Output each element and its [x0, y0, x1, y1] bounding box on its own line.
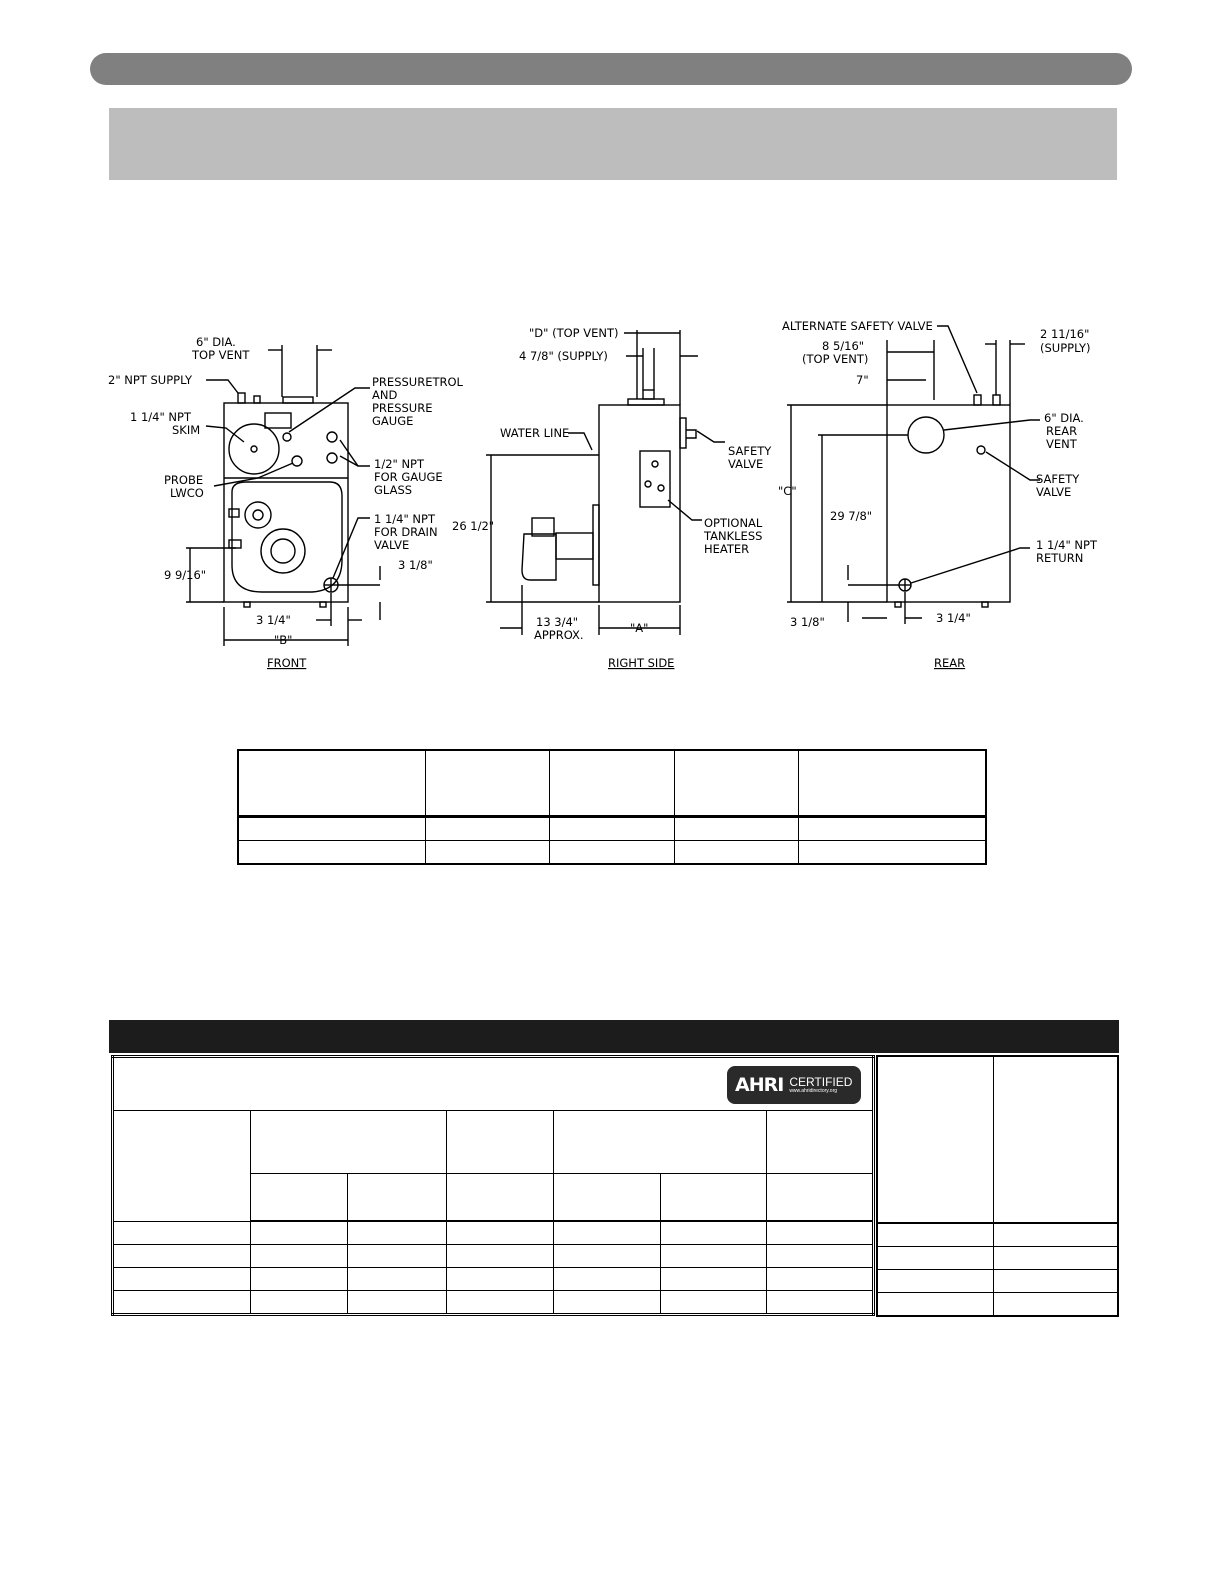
rear-dim-c: "C" [778, 484, 797, 498]
rear-safety-label-2: VALVE [1036, 485, 1072, 499]
table-row [877, 1223, 1118, 1247]
front-top-vent-label-1: 6" DIA. [196, 335, 236, 349]
rear-view-title: REAR [934, 656, 966, 670]
side-view-title: RIGHT SIDE [608, 656, 675, 670]
front-gauge-label-3: GLASS [374, 483, 413, 497]
table-row [113, 1291, 874, 1315]
side-burner-label-2: APPROX. [534, 628, 584, 642]
top-banner-bar [90, 53, 1132, 85]
rear-supply-label-1: 2 11/16" [1040, 327, 1090, 341]
rear-vent-label-3: VENT [1046, 437, 1077, 451]
front-gauge-label-2: FOR GAUGE [374, 470, 443, 484]
rear-alt-safety-label: ALTERNATE SAFETY VALVE [782, 319, 933, 333]
front-dim-right: 3 1/8" [398, 558, 433, 572]
table-row [238, 841, 986, 865]
ahri-certified-logo [727, 1066, 861, 1104]
ahri-mark: AHRI [735, 1074, 784, 1096]
front-pressuretrol-label-3: PRESSURE [372, 401, 433, 415]
side-safety-label-2: VALVE [728, 457, 764, 471]
rear-return-label-2: RETURN [1036, 551, 1084, 565]
front-drain-label-1: 1 1/4" NPT [374, 512, 435, 526]
table-row [877, 1270, 1118, 1293]
front-view-title: FRONT [267, 656, 307, 670]
front-supply-label: 2" NPT SUPPLY [108, 373, 192, 387]
side-tankless-label-1: OPTIONAL [704, 516, 763, 530]
table-row [877, 1247, 1118, 1270]
table-row [113, 1221, 874, 1245]
rear-dim-right: 3 1/4" [936, 611, 971, 625]
rear-safety-label-1: SAFETY [1036, 472, 1080, 486]
table-row [238, 817, 986, 841]
front-top-vent-label-2: TOP VENT [192, 348, 250, 362]
ratings-header-row [113, 1111, 874, 1174]
front-dim-left: 9 9/16" [164, 568, 207, 582]
boiler-dimension-drawings [0, 300, 1225, 690]
front-dim-b: "B" [274, 633, 293, 647]
front-pressuretrol-label-2: AND [372, 388, 398, 402]
right-side-view [486, 330, 725, 635]
dimensions-table [237, 749, 987, 865]
rear-dim-left: 3 1/8" [790, 615, 825, 629]
side-burner-label-1: 13 3/4" [536, 615, 579, 629]
side-water-line-label: WATER LINE [500, 426, 570, 440]
front-probe-label-2: LWCO [170, 486, 204, 500]
rear-supply-label-2: (SUPPLY) [1040, 341, 1091, 355]
rear-view [787, 326, 1040, 624]
side-tankless-label-3: HEATER [704, 542, 750, 556]
rear-height-label: 29 7/8" [830, 509, 873, 523]
side-height-label: 26 1/2" [452, 519, 495, 533]
front-pressuretrol-label-1: PRESSURETROL [372, 375, 463, 389]
side-d-top-vent-label: "D" (TOP VENT) [529, 326, 619, 340]
rear-return-label-1: 1 1/4" NPT [1036, 538, 1097, 552]
header-box [109, 108, 1117, 180]
front-gauge-label-1: 1/2" NPT [374, 457, 425, 471]
rear-vent-label-2: REAR [1046, 424, 1078, 438]
rear-seven-label: 7" [856, 373, 869, 387]
side-safety-label-1: SAFETY [728, 444, 772, 458]
rear-top-vent-label-1: 8 5/16" [822, 339, 865, 353]
front-dim-bottom: 3 1/4" [256, 613, 291, 627]
table-row [113, 1268, 874, 1291]
front-drain-label-2: FOR DRAIN [374, 525, 438, 539]
front-drain-label-3: VALVE [374, 538, 410, 552]
rear-vent-label-1: 6" DIA. [1044, 411, 1084, 425]
side-tankless-label-2: TANKLESS [704, 529, 763, 543]
rear-top-vent-label-2: (TOP VENT) [802, 352, 869, 366]
ratings-header-bar [109, 1020, 1119, 1053]
ratings-table-extra-columns [876, 1055, 1119, 1317]
table-row [113, 1245, 874, 1268]
front-view [186, 345, 380, 646]
front-skim-label-2: SKIM [172, 423, 201, 437]
ahri-certified-text: CERTIFIED [789, 1075, 853, 1089]
front-skim-label-1: 1 1/4" NPT [130, 410, 191, 424]
table-header-row [238, 750, 986, 817]
front-pressuretrol-label-4: GAUGE [372, 414, 414, 428]
ahri-url: www.ahridirectory.org [789, 1088, 838, 1094]
ratings-extra-header-row [877, 1056, 1118, 1223]
table-row [877, 1293, 1118, 1317]
side-dim-a: "A" [630, 621, 649, 635]
side-supply-label: 4 7/8" (SUPPLY) [519, 349, 608, 363]
front-probe-label-1: PROBE [164, 473, 204, 487]
